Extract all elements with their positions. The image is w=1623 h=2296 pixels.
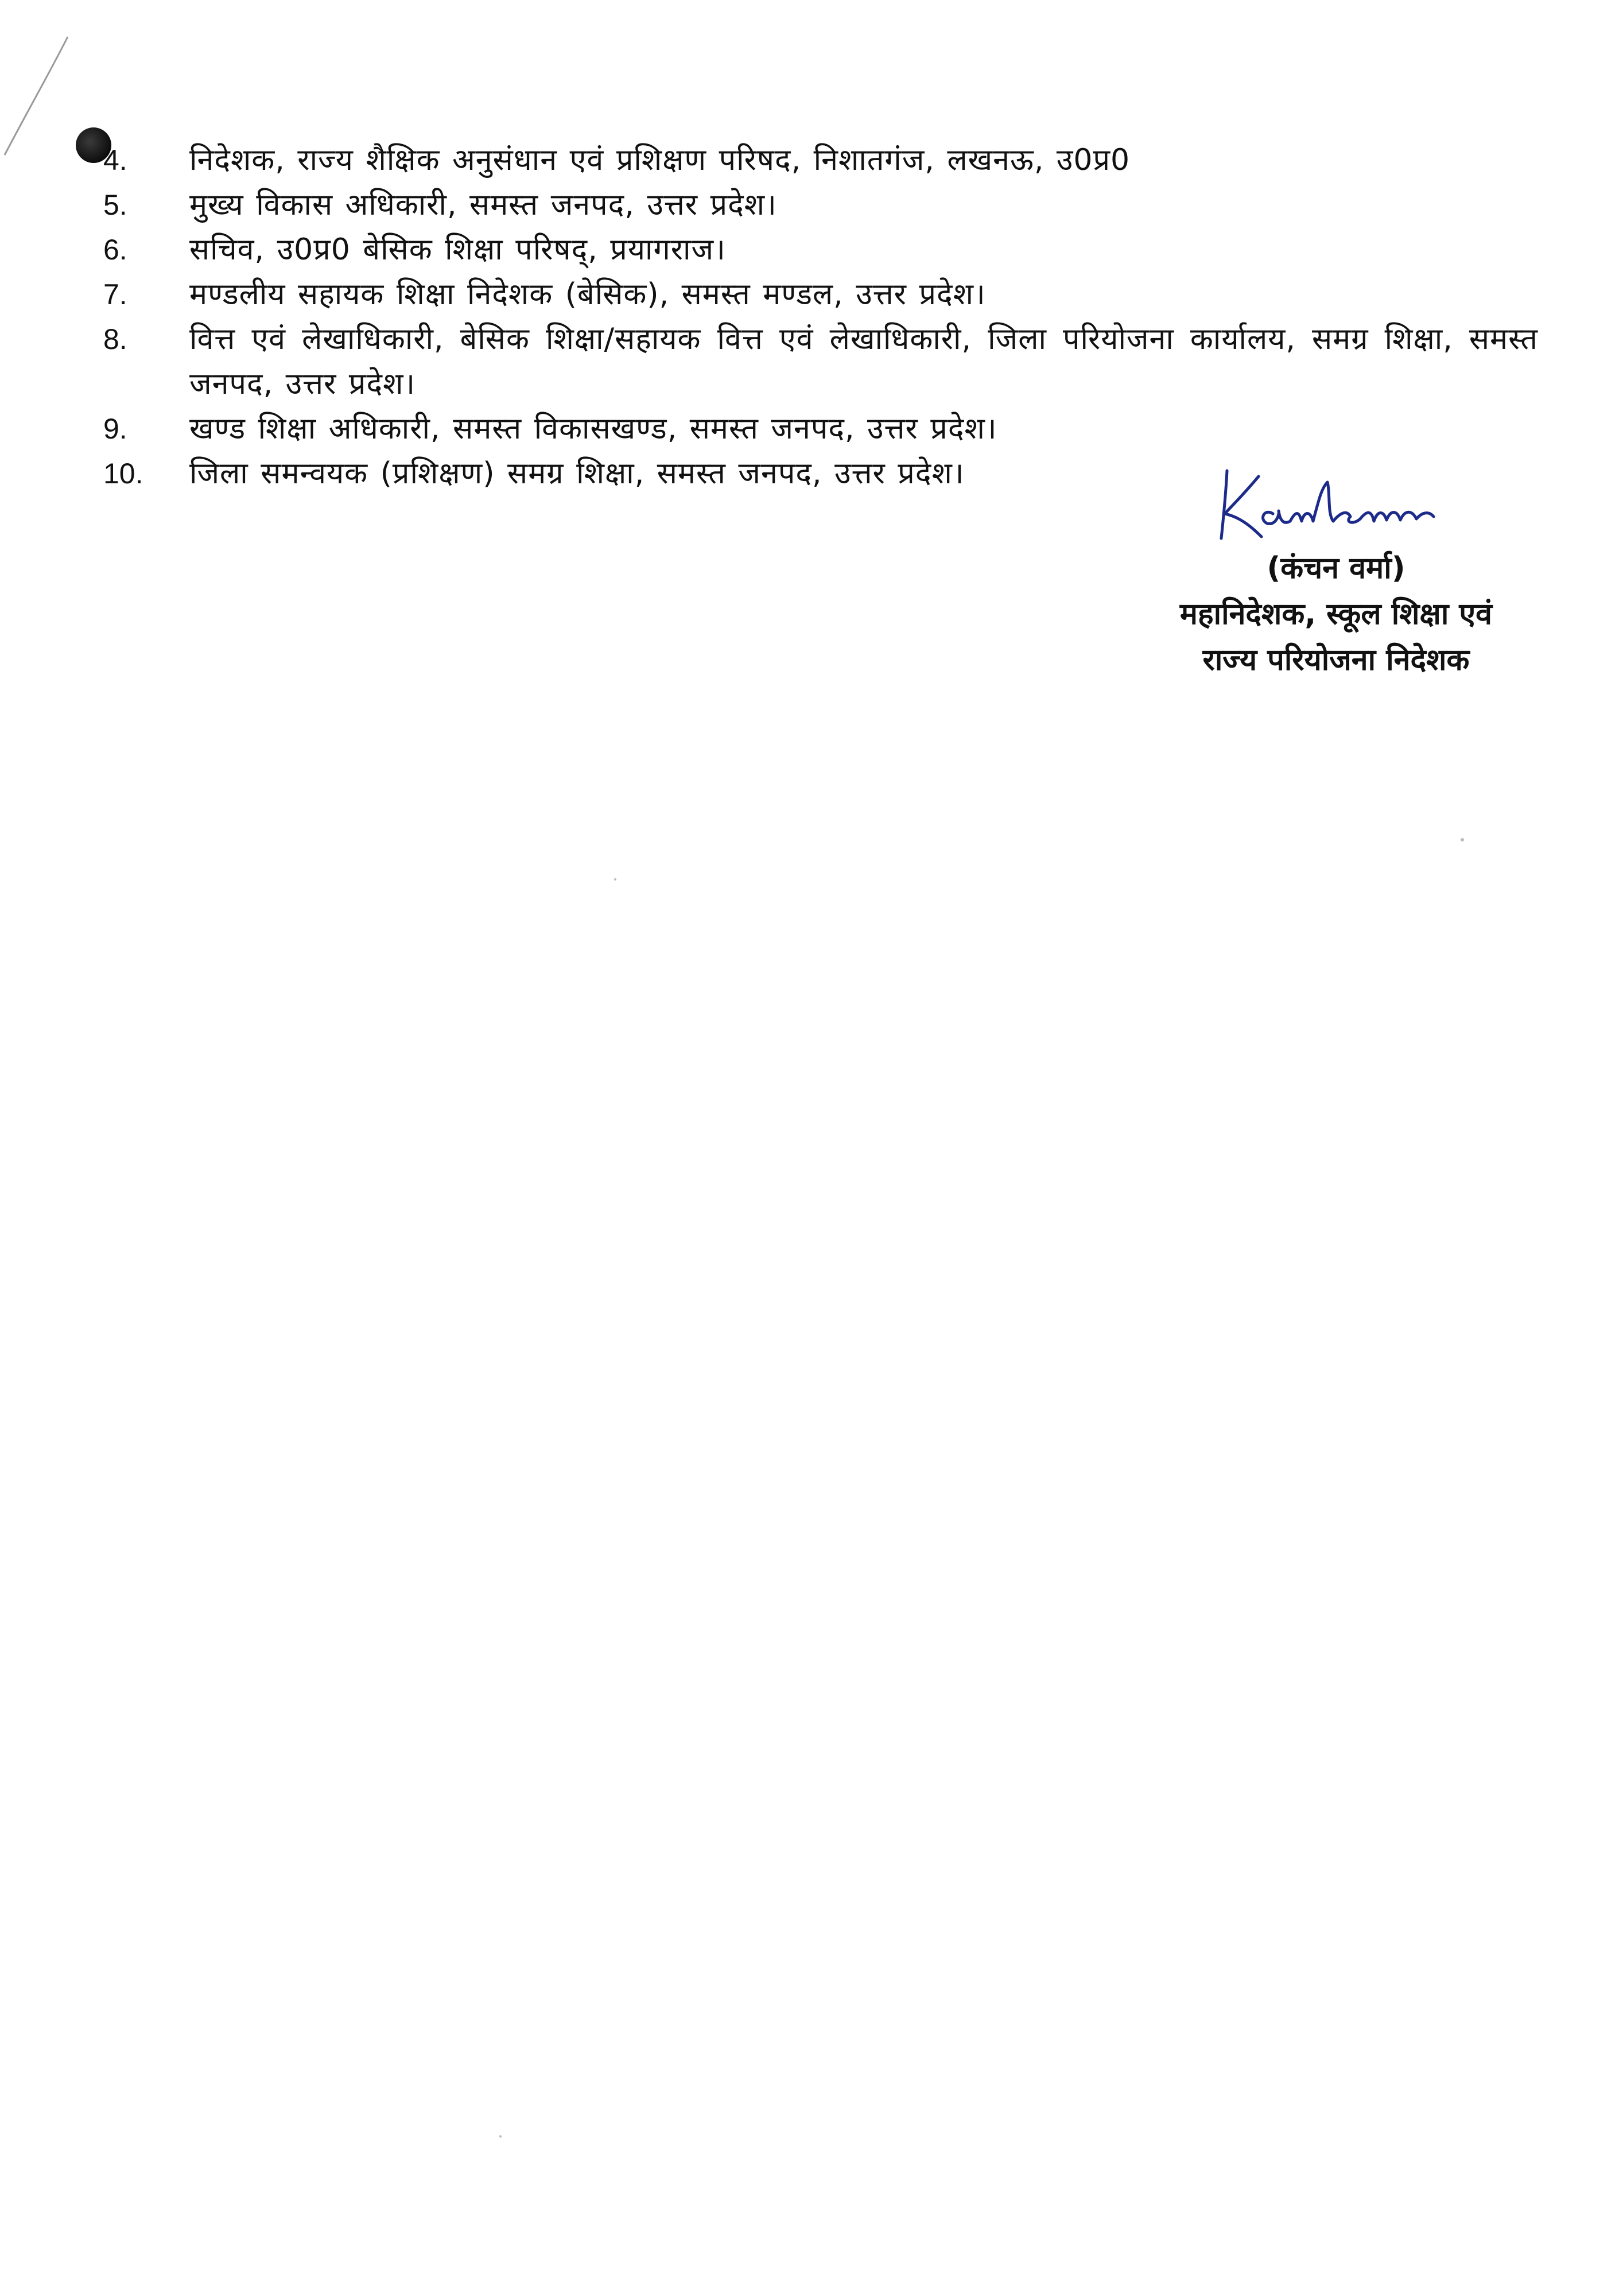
handwritten-signature	[1204, 459, 1468, 545]
item-text: सचिव, उ0प्र0 बेसिक शिक्षा परिषद्, प्रयागराज।	[189, 232, 726, 267]
list-item	[103, 227, 1538, 272]
scan-speck	[1461, 838, 1464, 841]
list-item	[103, 406, 1538, 451]
signature-block	[1118, 459, 1554, 683]
item-number: 7.	[103, 278, 127, 311]
scan-speck	[499, 2135, 502, 2138]
item-text: जिला समन्वयक (प्रशिक्षण) समग्र शिक्षा, समस्त जनपद, उत्तर प्रदेश।	[189, 456, 965, 491]
item-number: 10.	[103, 457, 143, 490]
item-number: 4.	[103, 144, 127, 176]
recipient-list	[103, 138, 1538, 496]
item-number: 8.	[103, 323, 127, 355]
item-text: वित्त एवं लेखाधिकारी, बेसिक शिक्षा/सहायक वित्त एवं लेखाधिकारी, जिला परियोजना कार्यालय, समग्र शिक्षा, समस्त जनपद, उत्तर प्रदेश।	[189, 322, 1538, 401]
item-text: मण्डलीय सहायक शिक्षा निदेशक (बेसिक), समस्त मण्डल, उत्तर प्रदेश।	[189, 277, 986, 312]
signatory-title-line-2: राज्य परियोजना निदेशक	[1202, 643, 1470, 677]
item-text: मुख्य विकास अधिकारी, समस्त जनपद, उत्तर प्रदेश।	[189, 188, 777, 222]
list-item	[103, 272, 1538, 317]
item-text: खण्ड शिक्षा अधिकारी, समस्त विकासखण्ड, समस्त जनपद, उत्तर प्रदेश।	[189, 412, 997, 446]
list-item	[103, 138, 1538, 183]
signatory-name: (कंचन वर्मा)	[1267, 551, 1405, 585]
item-number: 5.	[103, 189, 127, 221]
signatory-title-line-1: महानिदेशक, स्कूल शिक्षा एवं	[1179, 597, 1493, 631]
pen-stroke-mark	[0, 34, 75, 161]
item-number: 6.	[103, 234, 127, 266]
item-text: निदेशक, राज्य शैक्षिक अनुसंधान एवं प्रशिक्षण परिषद, निशातगंज, लखनऊ, उ0प्र0	[189, 143, 1131, 177]
list-item	[103, 317, 1538, 406]
list-item	[103, 183, 1538, 227]
scan-speck	[614, 878, 616, 881]
item-number: 9.	[103, 413, 127, 445]
